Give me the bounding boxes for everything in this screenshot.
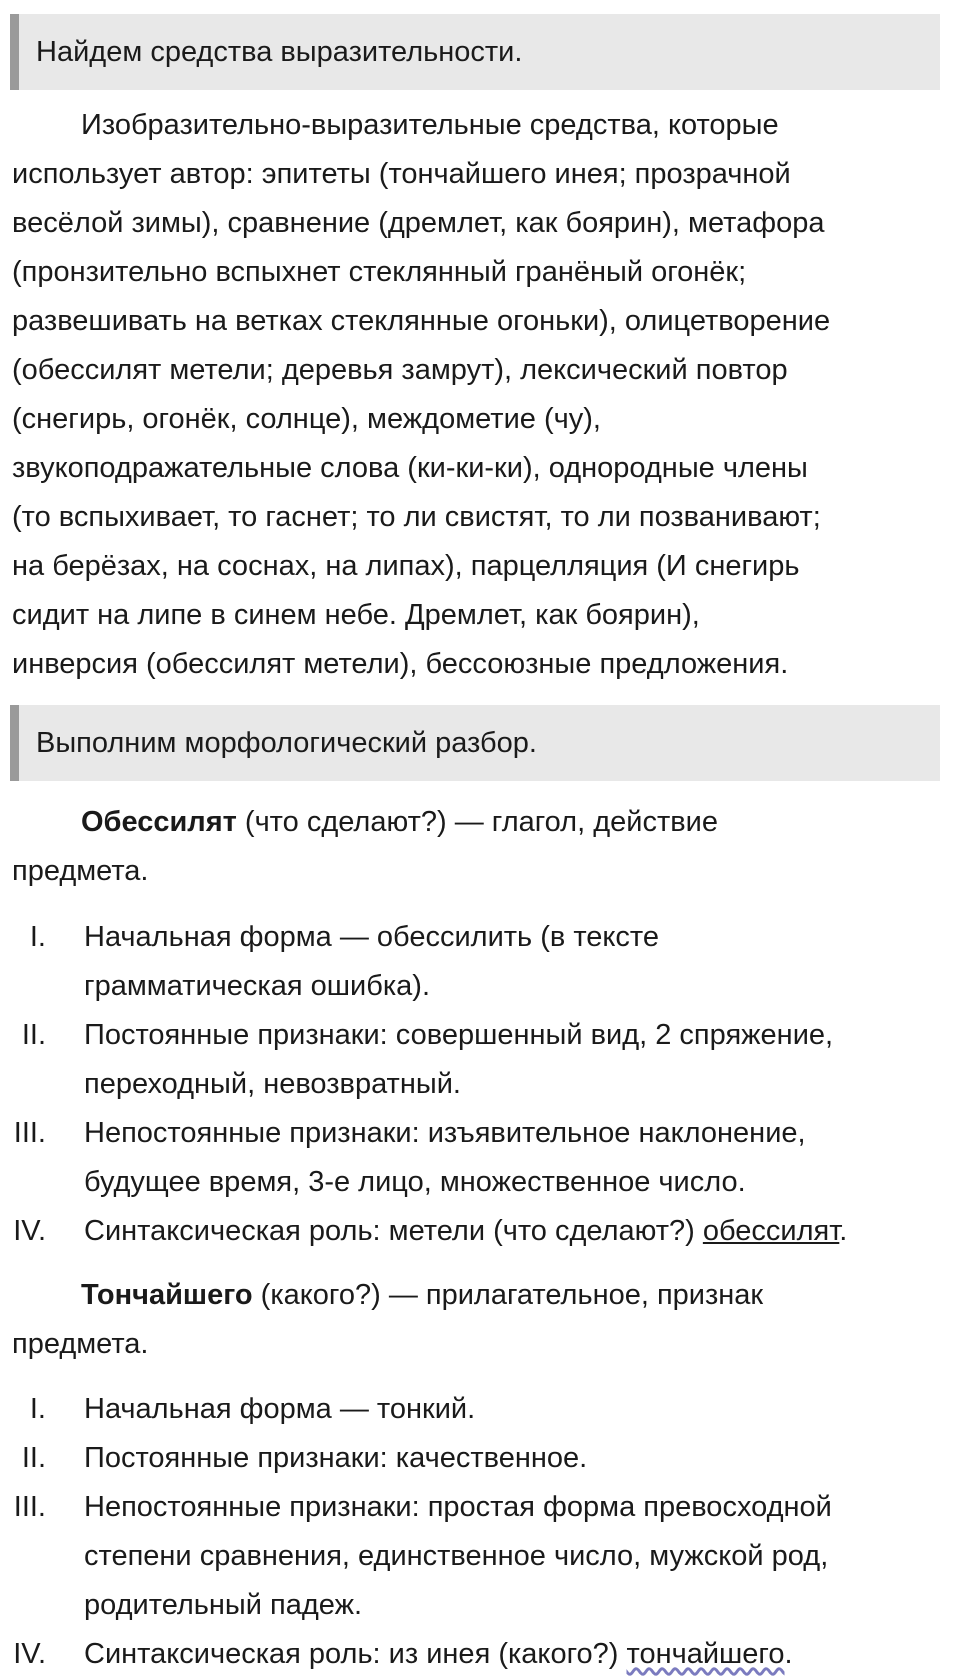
word-intro-line (12, 1271, 952, 1320)
list-item-text (84, 1109, 954, 1207)
paragraph-line: весёлой зимы), сравнение (дремлет, как боярин), метафора (12, 207, 825, 239)
paragraph-line: (обессилят метели; деревья замрут), лексический повтор (12, 354, 788, 386)
paragraph-line: (снегирь, огонёк, солнце), междометие (чу), (12, 403, 601, 435)
list-number: III. (13, 1117, 46, 1149)
paragraph-line: (пронзительно вспыхнет стеклянный гранёный огонёк; (12, 256, 747, 288)
analyzed-word: Обессилят (81, 806, 237, 838)
word-intro-paragraph (12, 798, 952, 896)
list-number: I. (29, 921, 46, 953)
list-item-text (84, 1434, 954, 1483)
syntax-role-text: Синтаксическая роль: метели (что сделают?) (84, 1215, 703, 1247)
list-line: грамматическая ошибка). (84, 970, 431, 1002)
list-line: Постоянные признаки: совершенный вид, 2 спряжение, (84, 1019, 834, 1051)
list-item-text (84, 1630, 954, 1679)
paragraph-line: использует автор: эпитеты (тончайшего инея; прозрачной (12, 158, 791, 190)
list-number: I. (29, 1393, 46, 1425)
list-item-text (84, 1011, 954, 1109)
paragraph-line: инверсия (обессилят метели), бессоюзные предложения. (12, 648, 789, 680)
list-line: Непостоянные признаки: изъявительное наклонение, (84, 1117, 806, 1149)
list-line: родительный падеж. (84, 1589, 363, 1621)
list-line (84, 1630, 954, 1679)
list-number: III. (13, 1491, 46, 1523)
list-item-text (84, 913, 954, 1011)
list-line: Непостоянные признаки: простая форма превосходной (84, 1491, 832, 1523)
list-line: переходный, невозвратный. (84, 1068, 461, 1100)
word-description: (какого?) — прилагательное, признак (252, 1279, 764, 1311)
section-heading-banner (10, 705, 940, 781)
section-heading: Найдем средства выразительности. (36, 36, 523, 68)
word-intro-line (12, 798, 952, 847)
list-item-text (84, 1483, 954, 1630)
list-number: IV. (13, 1638, 46, 1670)
syntax-role-text: Синтаксическая роль: из инея (какого?) (84, 1638, 627, 1670)
word-intro-line: предмета. (12, 1328, 149, 1360)
list-line (84, 1207, 954, 1256)
underlined-word: тончайшего (626, 1638, 785, 1670)
list-line: Начальная форма — тонкий. (84, 1393, 476, 1425)
word-description: (что сделают?) — глагол, действие (236, 806, 718, 838)
list-item-text (84, 1385, 954, 1434)
paragraph-line: развешивать на ветках стеклянные огоньки), олицетворение (12, 305, 831, 337)
word-intro-paragraph (12, 1271, 952, 1369)
section-heading: Выполним морфологический разбор. (36, 727, 537, 759)
list-number: II. (21, 1019, 46, 1051)
period: . (784, 1638, 793, 1670)
paragraph-line: (то вспыхивает, то гаснет; то ли свистят, то ли позванивают; (12, 501, 821, 533)
list-item-text (84, 1207, 954, 1256)
underlined-word: обессилят (702, 1215, 840, 1247)
list-line: Начальная форма — обессилить (в тексте (84, 921, 660, 953)
paragraph-line: сидит на липе в синем небе. Дремлет, как боярин), (12, 599, 700, 631)
paragraph-line: звукоподражательные слова (ки-ки-ки), однородные члены (12, 452, 808, 484)
list-number: IV. (13, 1215, 46, 1247)
list-line: Постоянные признаки: качественное. (84, 1442, 588, 1474)
paragraph-line: на берёзах, на соснах, на липах), парцелляция (И снегирь (12, 550, 800, 582)
word-intro-line: предмета. (12, 855, 149, 887)
analyzed-word: Тончайшего (81, 1279, 253, 1311)
expressive-means-paragraph (12, 101, 952, 689)
section-heading-banner (10, 14, 940, 90)
period: . (839, 1215, 848, 1247)
list-number: II. (21, 1442, 46, 1474)
paragraph-line: Изобразительно-выразительные средства, которые (81, 109, 779, 141)
list-line: степени сравнения, единственное число, мужской род, (84, 1540, 829, 1572)
list-line: будущее время, 3-е лицо, множественное число. (84, 1166, 746, 1198)
